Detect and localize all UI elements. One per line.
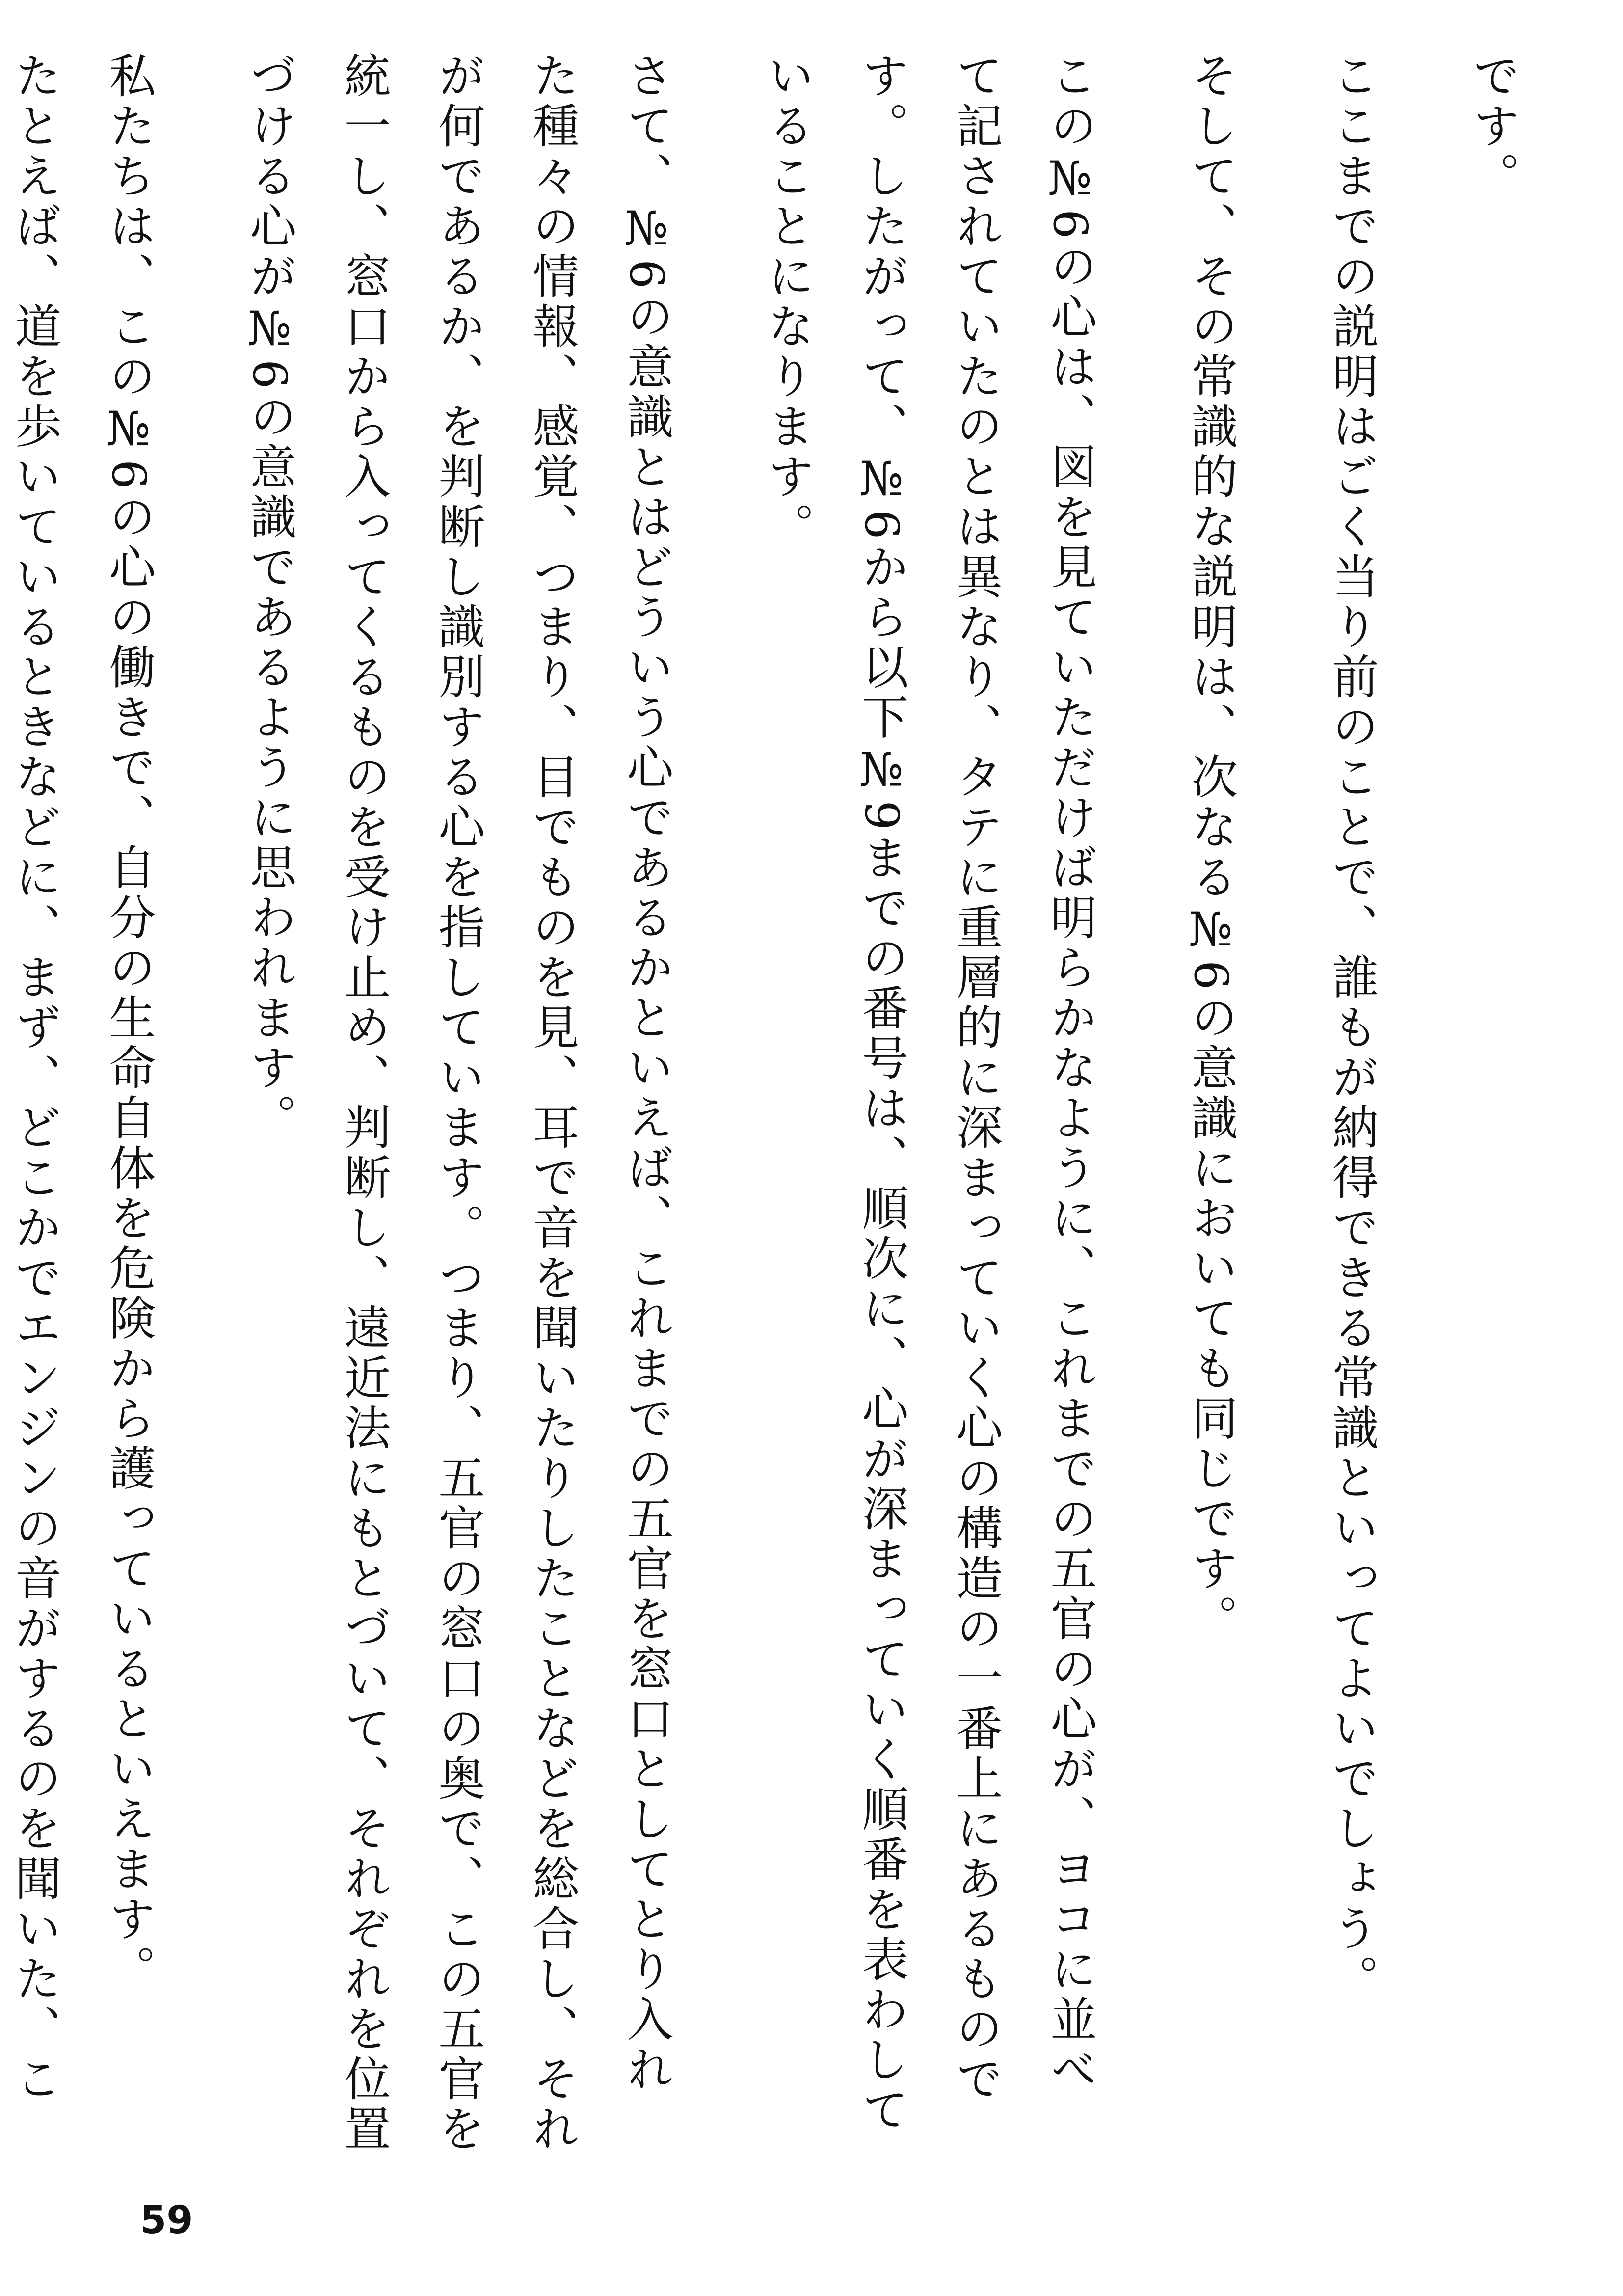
text-line-9: た種々の情報、感覚、つまり、目でものを見、耳で音を聞いたりしたことなどを総合し、それ xyxy=(525,52,579,2155)
text-line-5: て記されていたのとは異なり、タテに重層的に深まっていく心の構造の一番上にあるもので xyxy=(949,52,1003,2105)
text-line-3: そして、その常識的な説明は、次なる№6の意識においても同じです。 xyxy=(1184,52,1238,1645)
text-line-14: たとえば、道を歩いているときなどに、まず、どこかでエンジンの音がするのを聞いた、こ xyxy=(7,52,61,2105)
text-line-12: づける心が№6の意識であるように思われます。 xyxy=(242,52,296,1144)
text-line-13: 私たちは、この№6の心の働きで、自分の生命自体を危険から護っているといえます。 xyxy=(102,52,156,1995)
text-line-1: です。 xyxy=(1465,52,1519,202)
text-line-4: この№6の心は、図を見ていただけば明らかなように、これまでの五官の心が、ヨコに並べ xyxy=(1043,52,1097,2095)
text-line-2: ここまでの説明はごく当り前のことで、誰もが納得できる常識といってよいでしょう。 xyxy=(1325,52,1379,2004)
text-line-10: が何であるか、を判断し識別する心を指しています。つまり、五官の窓口の奥で、この五官を xyxy=(431,52,485,2155)
text-line-6: す。したがって、№6から以下№9までの番号は、順次に、心が深まっていく順番を表わして xyxy=(854,52,908,2135)
text-line-7: いることになります。 xyxy=(760,52,814,552)
text-line-8: さて、№6の意識とはどういう心であるかといえば、これまでの五官を窓口としてとり入れ xyxy=(619,52,673,2095)
text-line-11: 統一し、窓口から入ってくるものを受け止め、判断し、遠近法にもとづいて、それぞれを位置 xyxy=(337,52,391,2155)
page-number: 59 xyxy=(140,2198,193,2242)
vertical-text-body xyxy=(0,52,1540,2162)
